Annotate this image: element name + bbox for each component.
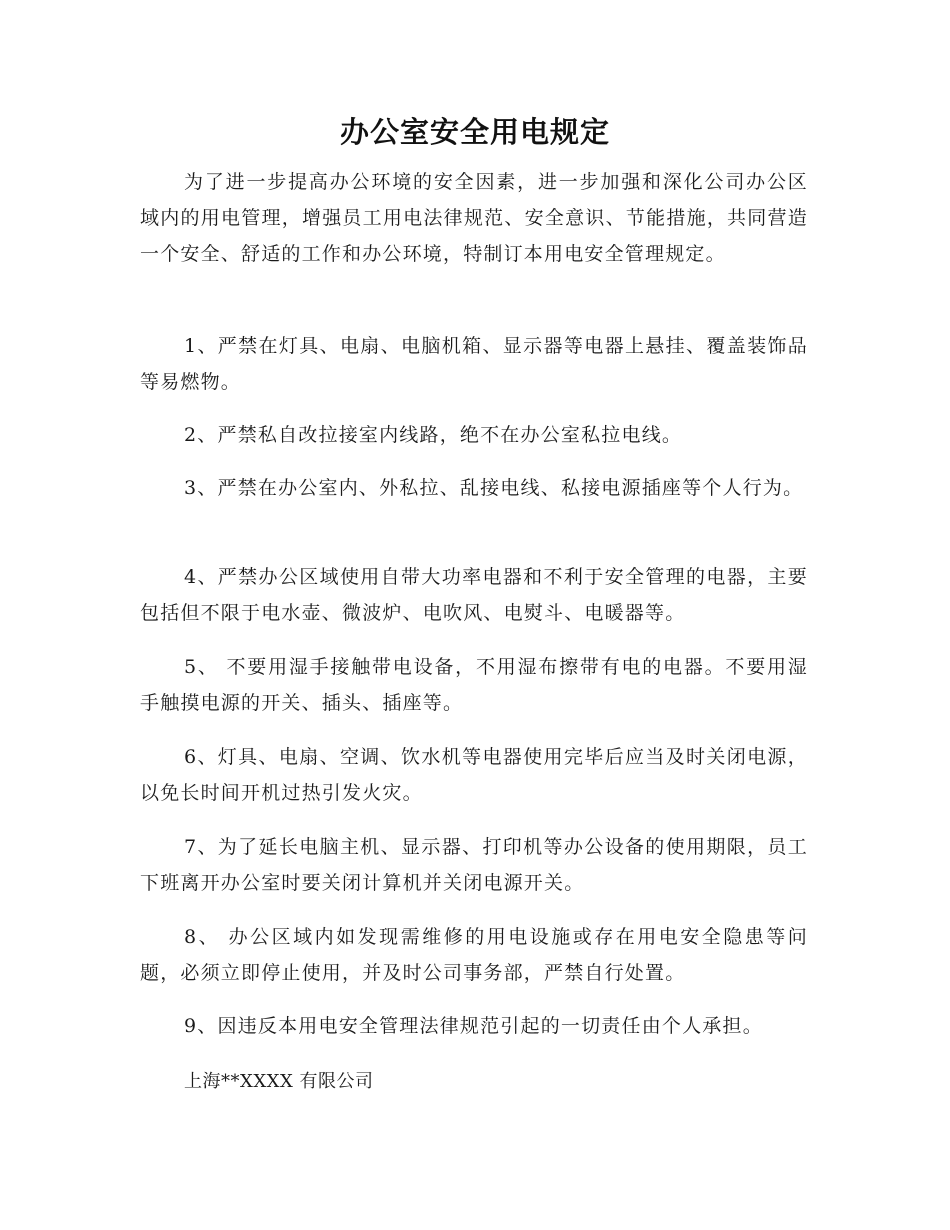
rule-item-8: 8、 办公区域内如发现需维修的用电设施或存在用电安全隐患等问题，必须立即停止使用，并及时公司事务部，严禁自行处置。 bbox=[140, 926, 808, 984]
rule-item-2: 2、严禁私自改拉接室内线路，绝不在办公室私拉电线。 bbox=[184, 424, 683, 446]
rule-item-4: 4、严禁办公区域使用自带大功率电器和不利于安全管理的电器，主要包括但不限于电水壶、微波炉、电吹风、电熨斗、电暖器等。 bbox=[140, 566, 808, 624]
intro-paragraph: 为了进一步提高办公环境的安全因素，进一步加强和深化公司办公区域内的用电管理，增强员工用电法律规范、安全意识、节能措施，共同营造一个安全、舒适的工作和办公环境，特制订本用电安全管理规定。 bbox=[140, 171, 808, 265]
rule-item-9: 9、因违反本用电安全管理法律规范引起的一切责任由个人承担。 bbox=[184, 1015, 763, 1037]
rule-item-5: 5、 不要用湿手接触带电设备，不用湿布擦带有电的电器。不要用湿手触摸电源的开关、插头、插座等。 bbox=[140, 656, 808, 714]
rule-item-3: 3、严禁在办公室内、外私拉、乱接电线、私接电源插座等个人行为。 bbox=[184, 477, 804, 499]
rule-item-6: 6、灯具、电扇、空调、饮水机等电器使用完毕后应当及时关闭电源，以免长时间开机过热引发火灾。 bbox=[140, 746, 808, 804]
company-signature: 上海**XXXX 有限公司 bbox=[184, 1071, 374, 1092]
rule-item-1: 1、严禁在灯具、电扇、电脑机箱、显示器等电器上悬挂、覆盖装饰品等易燃物。 bbox=[140, 335, 808, 393]
rule-item-7: 7、为了延长电脑主机、显示器、打印机等办公设备的使用期限，员工下班离开办公室时要关闭计算机并关闭电源开关。 bbox=[140, 836, 808, 894]
document-title: 办公室安全用电规定 bbox=[339, 115, 610, 149]
